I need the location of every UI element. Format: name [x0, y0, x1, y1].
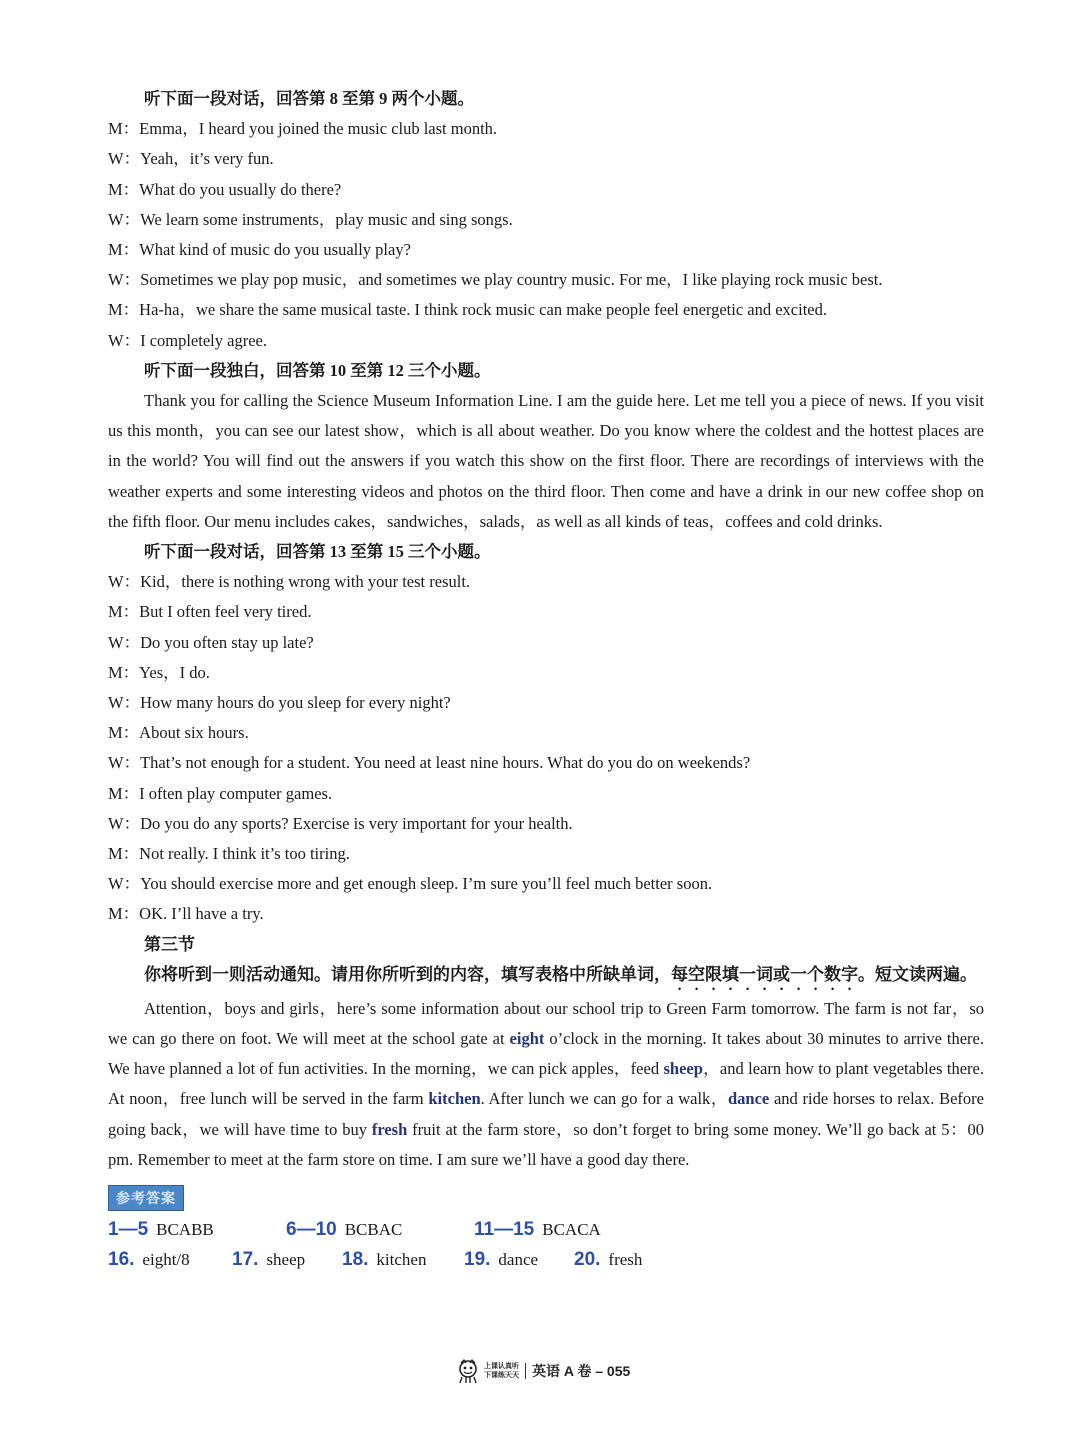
passage-text: Attention，boys and girls，here’s some information about our school trip to Green Farm tomorrow. The farm is not far，so we can go there on foot. We will meet at the school gate at — [108, 998, 984, 1048]
dialog-line: M：Not really. I think it’s too tiring. — [108, 844, 350, 864]
answer-number: 19. — [464, 1248, 491, 1270]
dialog-line: W：Sometimes we play pop music，and sometimes we play country music. For me，I like playing rock music best. — [108, 270, 883, 290]
answer-word: sheep — [663, 1059, 703, 1079]
dialog-line: M：What kind of music do you usually play? — [108, 240, 411, 260]
footer-divider — [525, 1363, 526, 1379]
answer-item — [342, 1245, 426, 1275]
answer-word: fresh — [371, 1119, 408, 1139]
answer-number: 16. — [108, 1248, 135, 1270]
answer-row-2 — [108, 1245, 984, 1275]
dialog-line: W：I completely agree. — [108, 330, 267, 350]
answer-number: 20. — [574, 1248, 601, 1270]
dialog-line: M：What do you usually do there? — [108, 179, 342, 199]
answer-row-1 — [108, 1215, 984, 1245]
instruction-text: 。短文读两遍。 — [858, 964, 977, 984]
section3-title: 第三节 — [144, 934, 195, 954]
page-label: 英语 A 卷 – 055 — [532, 1363, 631, 1379]
answer-value: dance — [498, 1249, 539, 1269]
passage-text: and ride horses to relax. Before going back，we will have time to buy — [108, 1089, 984, 1139]
dialog-line: M：Yes，I do. — [108, 662, 210, 682]
page-footer — [455, 1356, 630, 1386]
monologue-heading: 听下面一段独白，回答第 10 至第 12 三个小题。 — [144, 360, 491, 380]
answer-word: eight — [509, 1028, 545, 1048]
dialog2-heading: 听下面一段对话，回答第 13 至第 15 三个小题。 — [144, 542, 491, 562]
dialog-line: M：OK. I’ll have a try. — [108, 904, 264, 924]
answer-value: BCBAC — [344, 1219, 403, 1239]
dialog-line: W：That’s not enough for a student. You need at least nine hours. What do you do on weekends? — [108, 753, 751, 773]
dialog-line: M：But I often feel very tired. — [108, 602, 312, 622]
answer-item — [286, 1215, 402, 1245]
instruction-text: 你将听到一则活动通知。请用你所听到的内容，填写表格中所缺单词， — [144, 964, 671, 984]
answer-value: eight/8 — [142, 1249, 190, 1269]
answer-value: kitchen — [376, 1249, 427, 1269]
dialog-line: W：Yeah，it’s very fun. — [108, 149, 274, 169]
page-content — [108, 84, 984, 1275]
answer-word: dance — [727, 1089, 770, 1109]
section3-passage — [108, 994, 984, 1175]
passage-text: . After lunch we can go for a walk， — [480, 1089, 728, 1109]
dialog1-lines — [108, 114, 984, 356]
dialog2-lines — [108, 567, 984, 929]
answer-number: 18. — [342, 1248, 369, 1270]
answer-value: fresh — [608, 1249, 643, 1269]
answer-item — [464, 1245, 538, 1275]
answer-item — [108, 1215, 214, 1245]
brand-slogan-top: 上课认真听 — [484, 1363, 519, 1370]
answer-word: kitchen — [428, 1089, 481, 1109]
answer-item — [474, 1215, 601, 1245]
answer-value: sheep — [266, 1249, 306, 1269]
dialog-line: W：Do you often stay up late? — [108, 632, 314, 652]
answer-value: BCABB — [156, 1219, 214, 1239]
passage-text: ，and learn how to plant vegetables there. At noon，free lunch will be served in the farm — [108, 1059, 984, 1109]
answer-item — [108, 1245, 190, 1275]
answer-key-tag: 参考答案 — [108, 1185, 184, 1211]
passage-text: o’clock in the morning. It takes about 30 minutes to arrive there. We have planned a lot of fun activities. In the morning，we can pick apples，feed — [108, 1028, 984, 1079]
dialog-line: W：How many hours do you sleep for every night? — [108, 693, 451, 713]
dialog-line: M：About six hours. — [108, 723, 249, 743]
dialog-line: W：You should exercise more and get enough sleep. I’m sure you’ll feel much better soon. — [108, 874, 713, 894]
answer-number: 11—15 — [474, 1218, 535, 1240]
answer-value: BCACA — [542, 1219, 601, 1239]
dialog-line: W：Kid，there is nothing wrong with your test result. — [108, 572, 471, 592]
passage-text: fruit at the farm store，so don’t forget to bring some money. We’ll go back at 5：00 pm. Remember to meet at the farm store on time. I am sure we’ll have a good day there. — [108, 1119, 984, 1169]
dialog-line: M：Emma，I heard you joined the music club last month. — [108, 119, 498, 139]
section3-instruction — [108, 960, 984, 994]
instruction-emphasis: 每空限填一词或一个数字 — [671, 964, 858, 984]
dialog-line: M：Ha-ha，we share the same musical taste. I think rock music can make people feel energetic and excited. — [108, 300, 827, 320]
brand-slogan-bottom: 下课练天天 — [484, 1372, 519, 1379]
monologue-text: Thank you for calling the Science Museum Information Line. I am the guide here. Let me tell you a piece of news. If you visit us this month，you can see our latest show，which is all about weather. Do you know where the coldest and the hottest places are in the world? You will find out the answers if you watch this show on the first floor. There are recordings of interviews with the weather experts and some interesting videos and photos on the third floor. Then come and have a drink in our new coffee shop on the fifth floor. Our menu includes cakes，sandwiches，salads，as well as all kinds of teas，coffees and cold drinks. — [108, 391, 984, 531]
answer-number: 1—5 — [108, 1218, 149, 1240]
dialog-line: W：We learn some instruments，play music and sing songs. — [108, 209, 513, 229]
dialog1-heading: 听下面一段对话，回答第 8 至第 9 两个小题。 — [144, 89, 474, 108]
dialog-line: W：Do you do any sports? Exercise is very important for your health. — [108, 813, 573, 833]
answer-number: 6—10 — [286, 1218, 337, 1240]
answer-item — [574, 1245, 642, 1275]
mascot-logo-icon — [455, 1358, 481, 1384]
answer-number: 17. — [232, 1248, 259, 1270]
brand-slogan — [484, 1362, 519, 1380]
dialog-line: M：I often play computer games. — [108, 783, 333, 803]
answer-item — [232, 1245, 305, 1275]
